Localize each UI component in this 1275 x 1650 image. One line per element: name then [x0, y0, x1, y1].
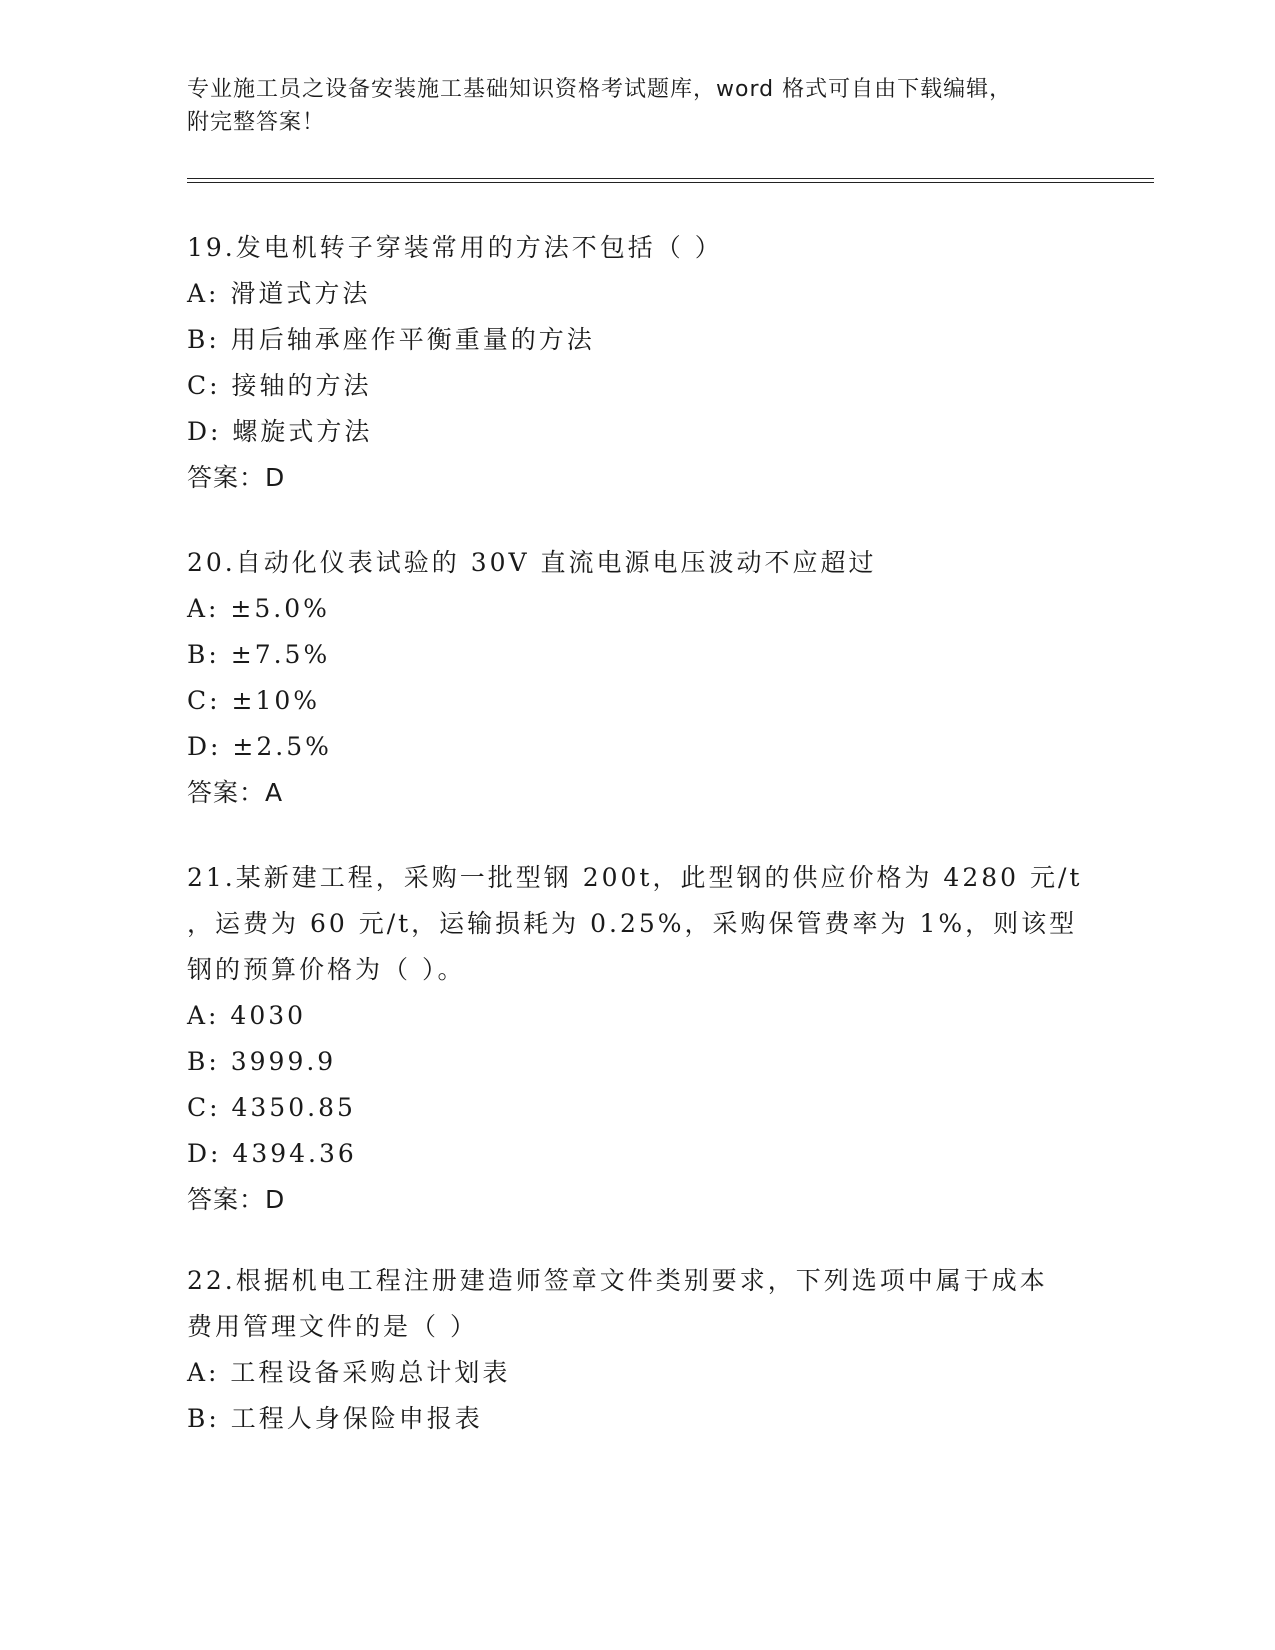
option-d: D: 螺旋式方法 [187, 417, 373, 446]
document-header [187, 73, 1087, 139]
header-divider-top [187, 178, 1154, 179]
header-line-2: 附完整答案！ [187, 110, 326, 135]
question-22 [187, 1258, 1087, 1442]
question-stem: 19.发电机转子穿装常用的方法不包括（ ） [187, 233, 723, 262]
question-stem-line-1: 22.根据机电工程注册建造师签章文件类别要求，下列选项中属于成本 [187, 1266, 1048, 1295]
question-19 [187, 225, 1087, 501]
question-stem-line-2: 费用管理文件的是（ ） [187, 1312, 478, 1341]
question-stem: 20.自动化仪表试验的 30V 直流电源电压波动不应超过 [187, 548, 877, 577]
answer: 答案：D [187, 463, 286, 492]
answer: 答案：D [187, 1185, 286, 1214]
option-d: D: ±2.5% [187, 732, 332, 761]
question-stem-line-1: 21.某新建工程，采购一批型钢 200t，此型钢的供应价格为 4280 元/t [187, 863, 1083, 892]
option-d: D: 4394.36 [187, 1139, 357, 1168]
option-c: C: 接轴的方法 [187, 371, 372, 400]
question-stem-line-3: 钢的预算价格为（ ）。 [187, 955, 466, 984]
option-c: C: ±10% [187, 686, 321, 715]
option-a: A: ±5.0% [187, 594, 330, 623]
option-b: B: 用后轴承座作平衡重量的方法 [187, 325, 595, 354]
question-stem-line-2: ，运费为 60 元/t，运输损耗为 0.25%，采购保管费率为 1%，则该型 [187, 909, 1078, 938]
question-20 [187, 540, 1087, 816]
question-21 [187, 855, 1087, 1223]
header-line-1: 专业施工员之设备安装施工基础知识资格考试题库，word 格式可自由下载编辑， [187, 77, 1013, 102]
option-a: A: 滑道式方法 [187, 279, 371, 308]
header-divider-bottom [187, 182, 1154, 183]
option-b: B: ±7.5% [187, 640, 331, 669]
option-a: A: 4030 [187, 1001, 307, 1030]
option-a: A: 工程设备采购总计划表 [187, 1358, 511, 1387]
option-c: C: 4350.85 [187, 1093, 356, 1122]
answer: 答案：A [187, 778, 284, 807]
option-b: B: 工程人身保险申报表 [187, 1404, 483, 1433]
option-b: B: 3999.9 [187, 1047, 337, 1076]
